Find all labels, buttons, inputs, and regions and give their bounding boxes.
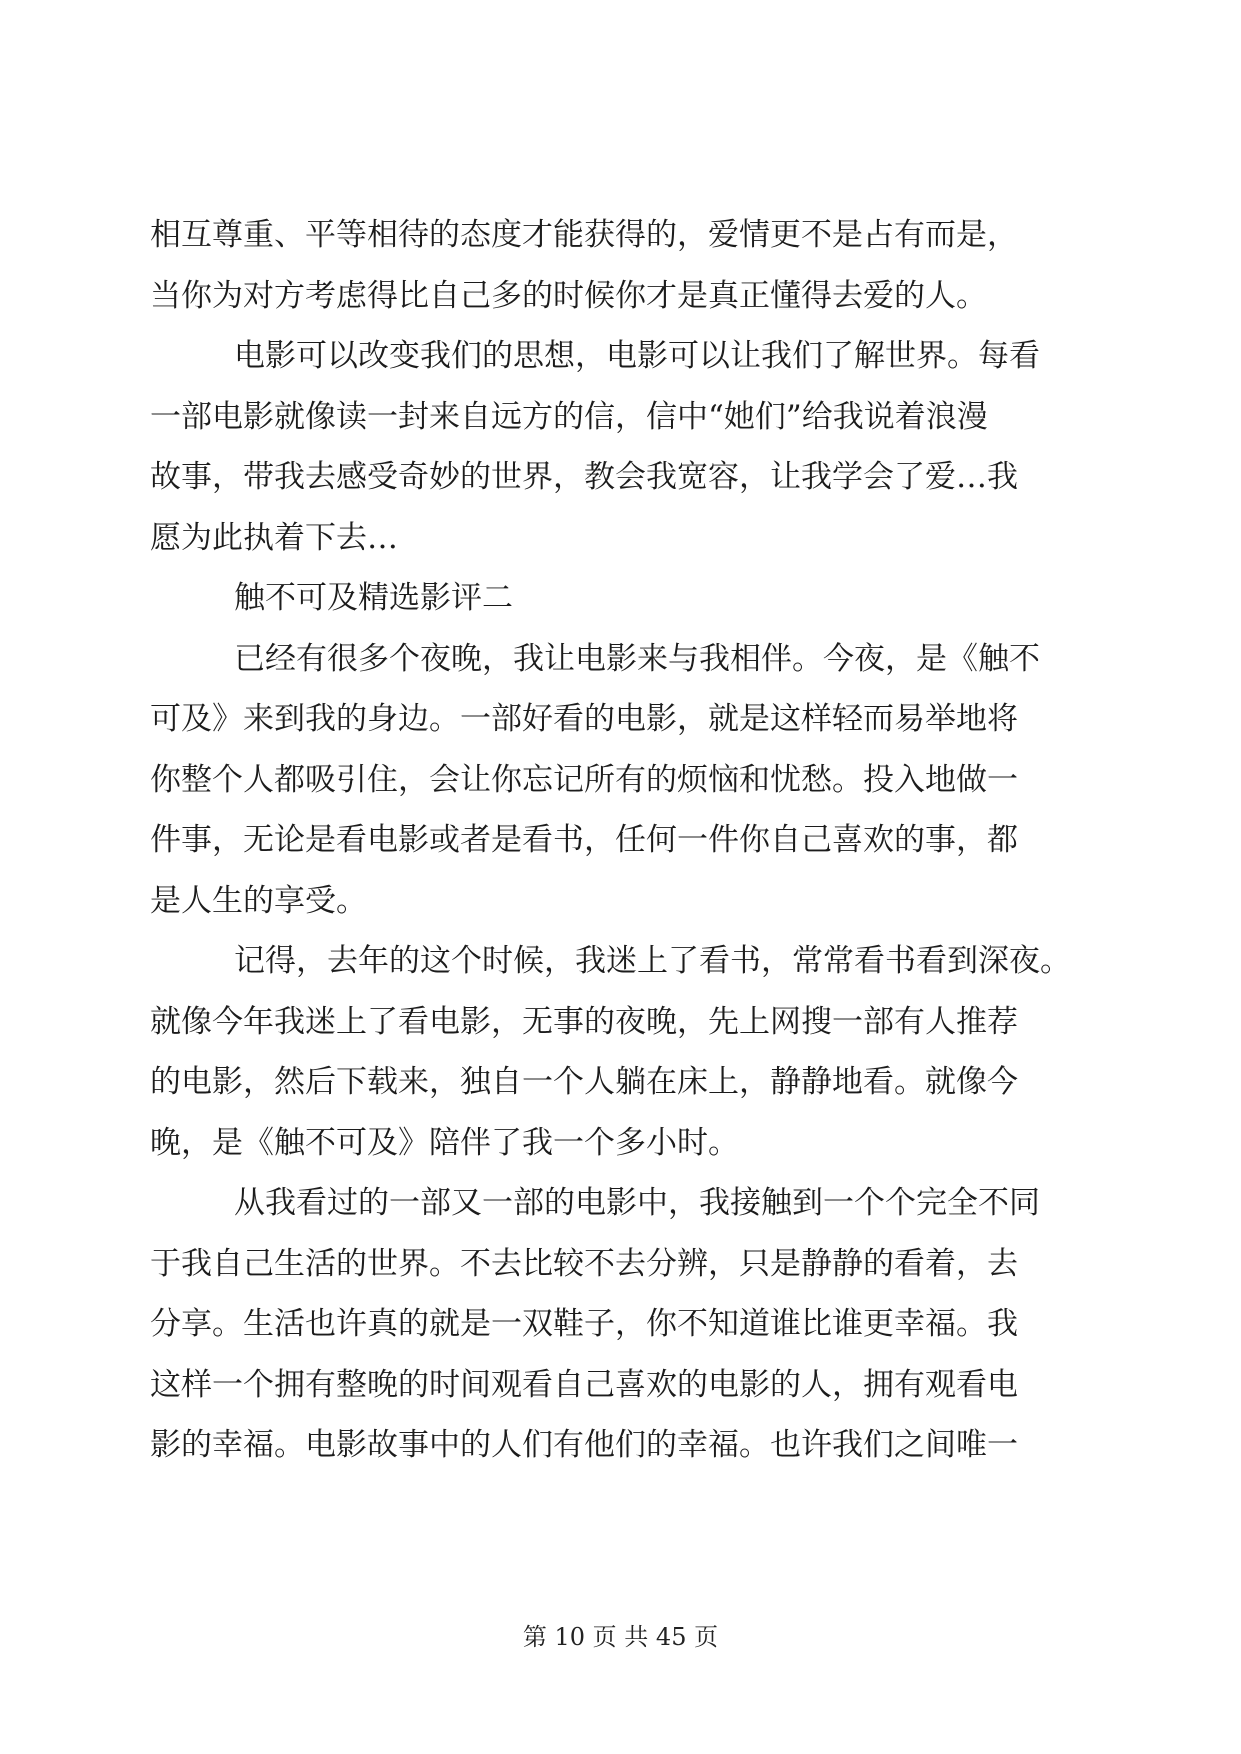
text-line: 的电影，然后下载来，独自一个人躺在床上，静静地看。就像今 (150, 1064, 1018, 1100)
text-line: 故事，带我去感受奇妙的世界，教会我宽容，让我学会了爱…我 (150, 459, 1018, 495)
text-line: 于我自己生活的世界。不去比较不去分辨，只是静静的看着，去 (150, 1245, 1018, 1282)
text-line: 影的幸福。电影故事中的人们有他们的幸福。也许我们之间唯一 (150, 1427, 1018, 1463)
text-line: 触不可及精选影评二 (234, 580, 513, 616)
text-line: 相互尊重、平等相待的态度才能获得的，爱情更不是占有而是， (150, 217, 1018, 253)
body-text (150, 205, 1090, 1476)
text-line: 记得，去年的这个时候，我迷上了看书，常常看书看到深夜。 (234, 943, 1071, 979)
text-line: 已经有很多个夜晚，我让电影来与我相伴。今夜，是《触不 (234, 640, 1040, 677)
text-line: 从我看过的一部又一部的电影中，我接触到一个个完全不同 (234, 1185, 1040, 1221)
text-line: 你整个人都吸引住，会让你忘记所有的烦恼和忧愁。投入地做一 (150, 761, 1018, 798)
text-line: 是人生的享受。 (150, 882, 367, 919)
text-line: 这样一个拥有整晚的时间观看自己喜欢的电影的人，拥有观看电 (150, 1366, 1018, 1403)
text-line: 电影可以改变我们的思想，电影可以让我们了解世界。每看 (234, 338, 1040, 374)
text-line: 愿为此执着下去… (150, 519, 398, 556)
text-line: 件事，无论是看电影或者是看书，任何一件你自己喜欢的事，都 (150, 822, 1018, 858)
text-line: 可及》来到我的身边。一部好看的电影，就是这样轻而易举地将 (150, 701, 1018, 737)
text-line: 分享。生活也许真的就是一双鞋子，你不知道谁比谁更幸福。我 (150, 1306, 1018, 1342)
text-line: 一部电影就像读一封来自远方的信，信中“她们”给我说着浪漫 (150, 398, 988, 435)
text-line: 就像今年我迷上了看电影，无事的夜晚，先上网搜一部有人推荐 (150, 1003, 1018, 1040)
page-footer: 第 10 页 共 45 页 (522, 1623, 719, 1651)
text-line: 晚，是《触不可及》陪伴了我一个多小时。 (150, 1124, 739, 1161)
text-line: 当你为对方考虑得比自己多的时候你才是真正懂得去爱的人。 (150, 277, 987, 314)
